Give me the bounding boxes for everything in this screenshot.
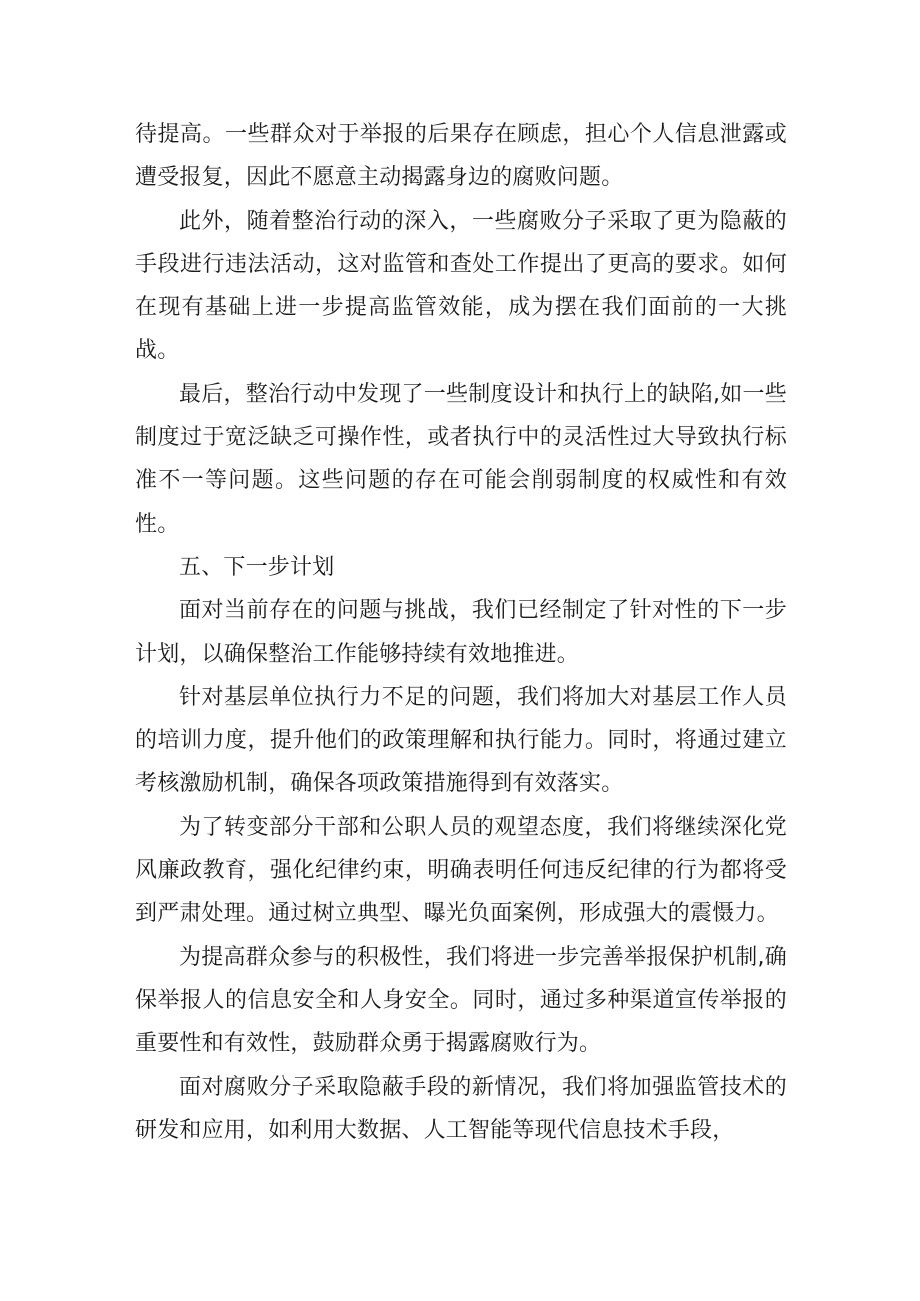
paragraph: 为提高群众参与的积极性，我们将进一步完善举报保护机制,确保举报人的信息安全和人身安全。同时，通过多种渠道宣传举报的重要性和有效性，鼓励群众勇于揭露腐败行为。 — [135, 944, 787, 1057]
paragraph: 针对基层单位执行力不足的问题，我们将加大对基层工作人员的培训力度，提升他们的政策理解和执行能力。同时，将通过建立考核激励机制，确保各项政策措施得到有效落实。 — [135, 684, 787, 797]
section-heading: 五、下一步计划 — [179, 554, 335, 580]
paragraph: 最后，整治行动中发现了一些制度设计和执行上的缺陷,如一些制度过于宽泛缺乏可操作性，或者执行中的灵活性过大导致执行标准不一等问题。这些问题的存在可能会削弱制度的权威性和有效性。 — [135, 381, 787, 537]
document-body — [135, 113, 787, 1152]
paragraph: 为了转变部分干部和公职人员的观望态度，我们将继续深化党风廉政教育，强化纪律约束，明确表明任何违反纪律的行为都将受到严肃处理。通过树立典型、曝光负面案例，形成强大的震慑力。 — [135, 814, 787, 927]
paragraph: 面对当前存在的问题与挑战，我们已经制定了针对性的下一步计划，以确保整治工作能够持续有效地推进。 — [135, 598, 787, 667]
paragraph: 面对腐败分子采取隐蔽手段的新情况，我们将加强监管技术的研发和应用，如利用大数据、人工智能等现代信息技术手段， — [135, 1074, 787, 1143]
paragraph-continued: 待提高。一些群众对于举报的后果存在顾虑，担心个人信息泄露或遭受报复，因此不愿意主动揭露身边的腐败问题。 — [135, 122, 787, 191]
paragraph: 此外，随着整治行动的深入，一些腐败分子采取了更为隐蔽的手段进行违法活动，这对监管和查处工作提出了更高的要求。如何在现有基础上进一步提高监管效能，成为摆在我们面前的一大挑战。 — [135, 208, 787, 364]
